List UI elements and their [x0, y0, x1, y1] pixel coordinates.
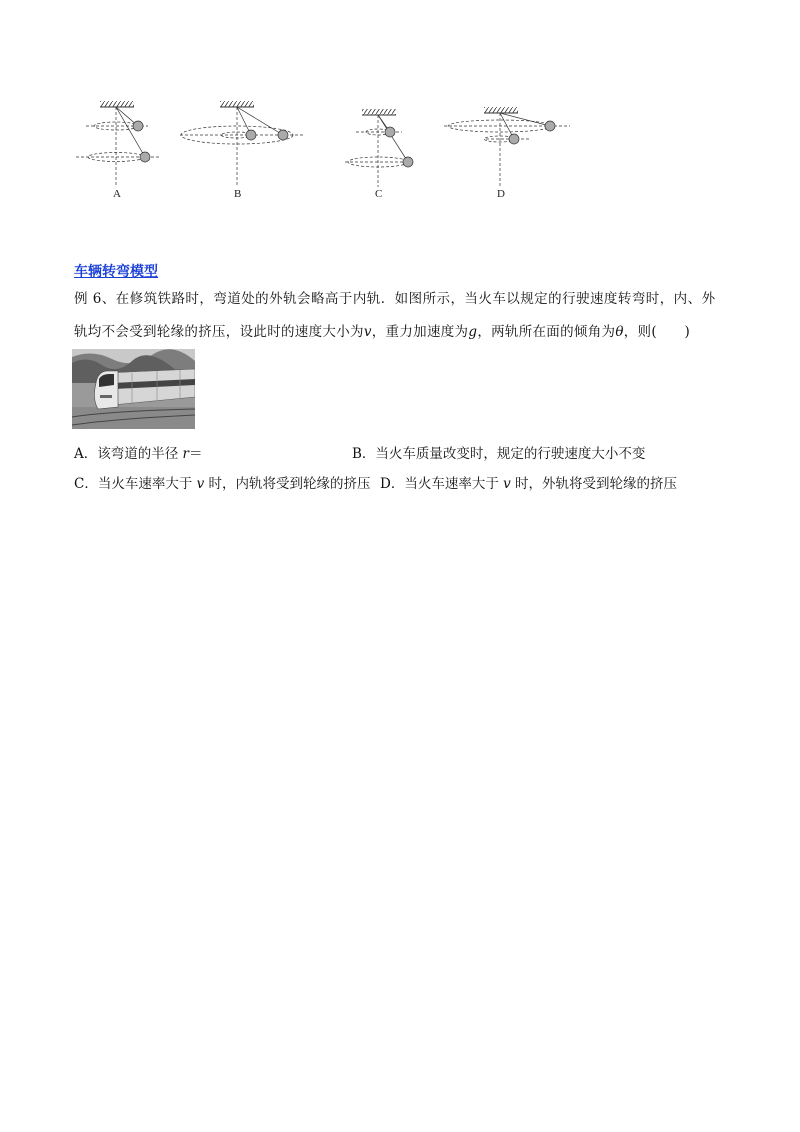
- question-text: ，两轨所在面的倾角为: [477, 324, 616, 340]
- option-c-text: 时，内轨将受到轮缘的挤压: [204, 476, 371, 492]
- figure-label-c: C: [375, 188, 383, 200]
- option-d-text: D．当火车速率大于: [380, 476, 504, 492]
- option-d: [380, 474, 677, 494]
- variable-g: g: [468, 324, 478, 340]
- option-b: B．当火车质量改变时，规定的行驶速度大小不变: [352, 446, 646, 462]
- question-text: ，重力加速度为: [371, 324, 469, 340]
- option-a: [74, 444, 203, 464]
- variable-v: v: [503, 476, 511, 492]
- figure-label-d: D: [497, 188, 505, 200]
- figure-label-a: A: [113, 188, 121, 200]
- section-heading-link[interactable]: 车辆转弯模型: [74, 264, 158, 280]
- question-text: ，则( ): [623, 324, 691, 340]
- variable-r: r: [182, 446, 190, 462]
- train-photo: [72, 349, 195, 429]
- figure-b-drawing: [180, 101, 305, 185]
- variable-v: v: [196, 476, 205, 492]
- option-c: [74, 474, 371, 494]
- figure-a-drawing: [76, 101, 160, 185]
- option-c-text: C．当火车速率大于: [74, 476, 197, 492]
- option-d-text: 时，外轨将受到轮缘的挤压: [510, 476, 678, 492]
- figure-d-drawing: [444, 107, 570, 187]
- variable-theta: θ: [615, 324, 624, 340]
- question-text: 轨均不会受到轮缘的挤压，设此时的速度大小为: [74, 324, 364, 340]
- variable-v: v: [363, 324, 372, 340]
- figure-label-b: B: [234, 188, 242, 200]
- question-line-1: 例 6、在修筑铁路时，弯道处的外轨会略高于内轨．如图所示，当火车以规定的行驶速度转弯时，内、外: [74, 291, 716, 307]
- option-a-equals: ＝: [189, 446, 203, 462]
- pendulum-figures: [0, 90, 800, 210]
- option-a-text: A．该弯道的半径: [74, 446, 183, 462]
- question-line-2: [74, 322, 690, 342]
- figure-c-drawing: [345, 109, 415, 187]
